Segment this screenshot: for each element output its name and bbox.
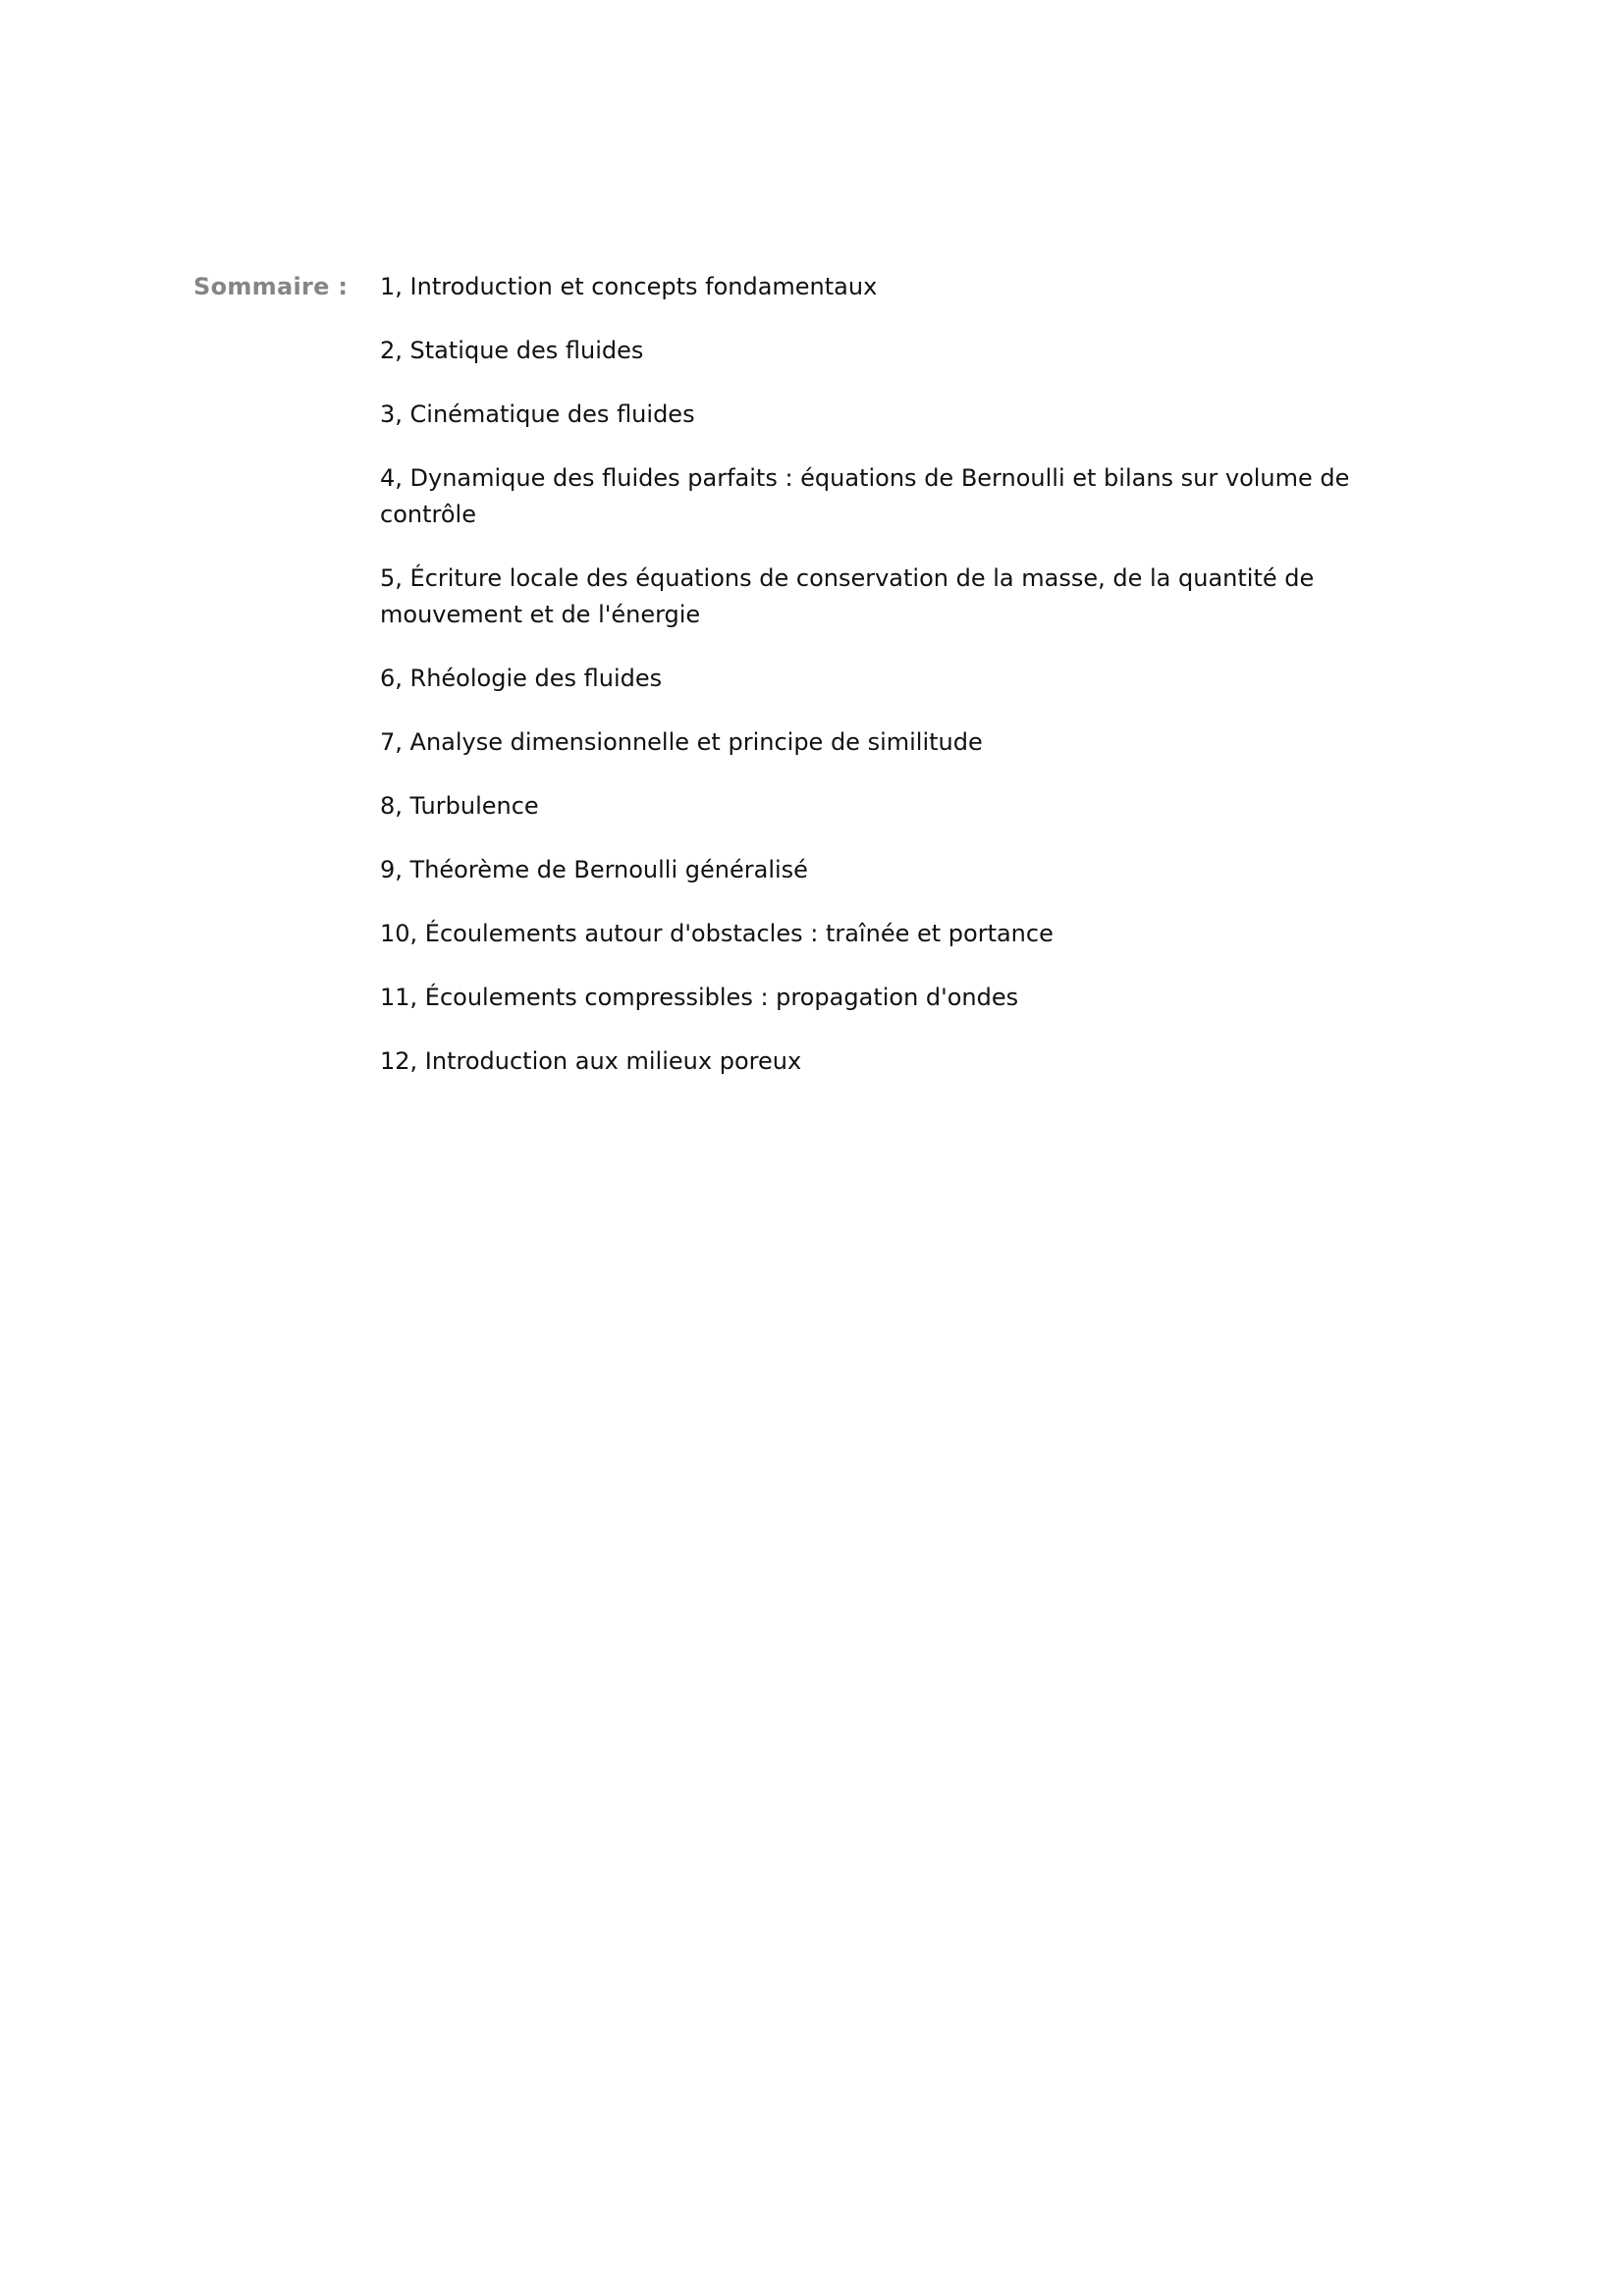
summary-item-4: 4, Dynamique des fluides parfaits : équations de Bernoulli et bilans sur volume de contrôle — [380, 464, 1350, 528]
summary-list — [380, 269, 1445, 1107]
summary-item-9: 9, Théorème de Bernoulli généralisé — [380, 856, 808, 883]
summary-item-12: 12, Introduction aux milieux poreux — [380, 1047, 802, 1075]
summary-item-3: 3, Cinématique des fluides — [380, 400, 695, 428]
summary-item-2: 2, Statique des fluides — [380, 337, 644, 364]
summary-item-6: 6, Rhéologie des fluides — [380, 665, 663, 692]
summary-item-7: 7, Analyse dimensionnelle et principe de similitude — [380, 728, 983, 756]
table-of-contents — [193, 269, 1470, 1107]
summary-item-11: 11, Écoulements compressibles : propagation d'ondes — [380, 984, 1019, 1011]
summary-item-5: 5, Écriture locale des équations de conservation de la masse, de la quantité de mouvement et de l'énergie — [380, 564, 1315, 628]
summary-label: Sommaire : — [193, 273, 349, 300]
summary-item-1: 1, Introduction et concepts fondamentaux — [380, 273, 878, 300]
summary-item-10: 10, Écoulements autour d'obstacles : traînée et portance — [380, 920, 1054, 947]
summary-item-8: 8, Turbulence — [380, 792, 539, 820]
